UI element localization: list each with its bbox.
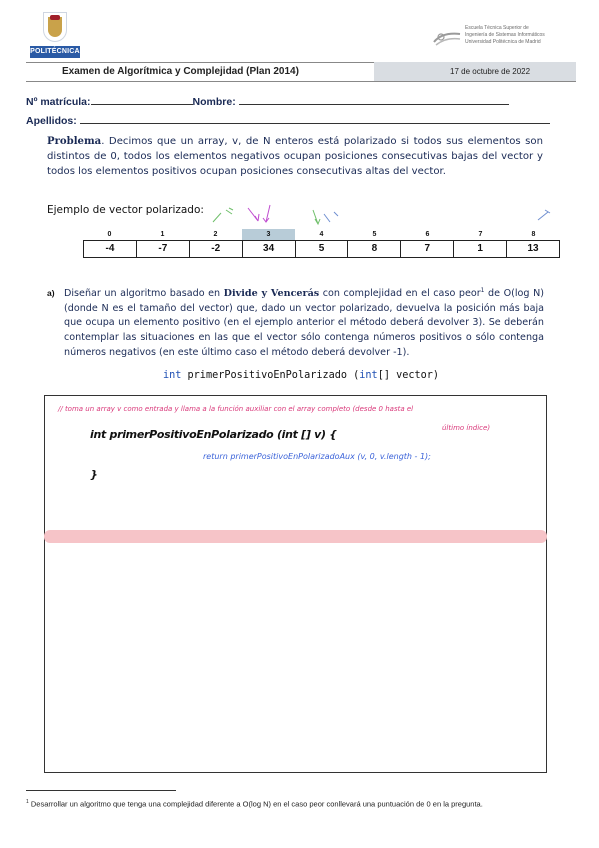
exam-title: Examen de Algorítmica y Complejidad (Plan 2014) [62,66,299,77]
vector-index: 2 [213,231,218,238]
matricula-field[interactable] [91,95,193,105]
upm-logo [30,12,80,59]
school-name: Escuela Técnica Superior de Ingeniería de Sistemas Informáticos Universidad Politécnica de Madrid [465,25,545,45]
vector-index: 4 [319,231,324,238]
apellidos-field[interactable] [80,114,550,124]
exam-title-bar [26,62,576,82]
upm-logo-text: POLITÉCNICA [30,46,80,58]
handwritten-code-close: } [90,468,98,481]
problem-label: Problema [47,136,102,147]
vector-cell: -4 [84,241,137,257]
nombre-label: Nombre: [192,96,236,108]
footnote: $^1$ Desarrollar un algoritmo que tenga una complejidad diferente a O(log N) en el caso peor conllevará una puntuación de 0 en la pregunta. [26,799,483,809]
vector-index: 0 [107,231,112,238]
handwritten-comment-cont: último índice) [442,424,491,432]
nombre-field[interactable] [239,95,509,105]
footnote-divider [26,790,176,791]
vector-cell: 1 [454,241,507,257]
vector-index: 8 [531,231,536,238]
etsi-logo [432,24,582,54]
example-vector [83,229,560,258]
etsi-mark-icon [432,28,462,48]
student-id-row [26,95,509,108]
footnote-ref: 1 [480,287,485,294]
pen-arrow-mark [538,210,550,220]
highlight-band [44,530,547,543]
apellidos-label: Apellidos: [26,115,77,127]
pen-arrow-mark [263,205,270,222]
upm-shield-icon [43,12,67,42]
vector-cell: 8 [348,241,401,257]
vector-index: 5 [372,231,377,238]
handwritten-code-header: int primerPositivoEnPolarizado (int [] v) { [90,428,337,441]
vector-cell: 13 [527,243,539,254]
part-a-statement: Diseñar un algoritmo basado en Divide y Vencerás con complejidad en el caso peor$^1$ de O(log N) (donde N es el tamaño del vector) que, dado un vector polarizado, devuelva la posición más baja que ocupa un elemento positivo (en el ejemplo anterior el método deberá devolver 3). Se deberán contemplar las situaciones en las que el vector sólo contenga números positivos o sólo contenga números negativos (en este último caso el método deberá devolver -1). [64,287,544,358]
divide-conquer-term: Divide y Vencerás [223,288,320,300]
problem-text: . Decimos que un array, v, de N enteros está polarizado si todos sus elementos son distintos de 0, todos los elementos negativos ocupan posiciones consecutivas bajas del vector y todos los elementos positivos ocupan posiciones consecutivas altas del vector. [47,136,543,177]
vector-index-highlighted: 3 [242,229,295,240]
vector-cell: 7 [401,241,454,257]
vector-index: 1 [160,231,165,238]
exam-date: 17 de octubre de 2022 [450,67,531,76]
vector-index: 6 [425,231,430,238]
vector-cell: -2 [190,241,243,257]
handwritten-comment: // toma un array v como entrada y llama a la función auxiliar con el array completo (desde 0 hasta el [58,405,414,413]
matricula-label: Nº matrícula: [26,96,91,108]
vector-cell: -7 [137,241,190,257]
vector-value-row [83,240,560,258]
pen-arrow-mark [213,208,233,222]
handwritten-code-return: return primerPositivoEnPolarizadoAux (v, 0, v.length - 1); [203,452,431,461]
vector-index-row [83,229,560,240]
surname-row [26,114,550,127]
vector-cell: 5 [296,241,349,257]
pen-arrow-mark [324,212,338,222]
vector-cell: 34 [243,241,296,257]
part-a-label: a) [47,288,55,298]
pen-arrow-mark [248,208,259,221]
method-signature: int primerPositivoEnPolarizado (int[] vector) [163,370,440,381]
problem-statement [47,134,543,179]
example-label: Ejemplo de vector polarizado: [47,204,204,216]
pen-arrow-mark [313,210,320,224]
vector-index: 7 [478,231,483,238]
